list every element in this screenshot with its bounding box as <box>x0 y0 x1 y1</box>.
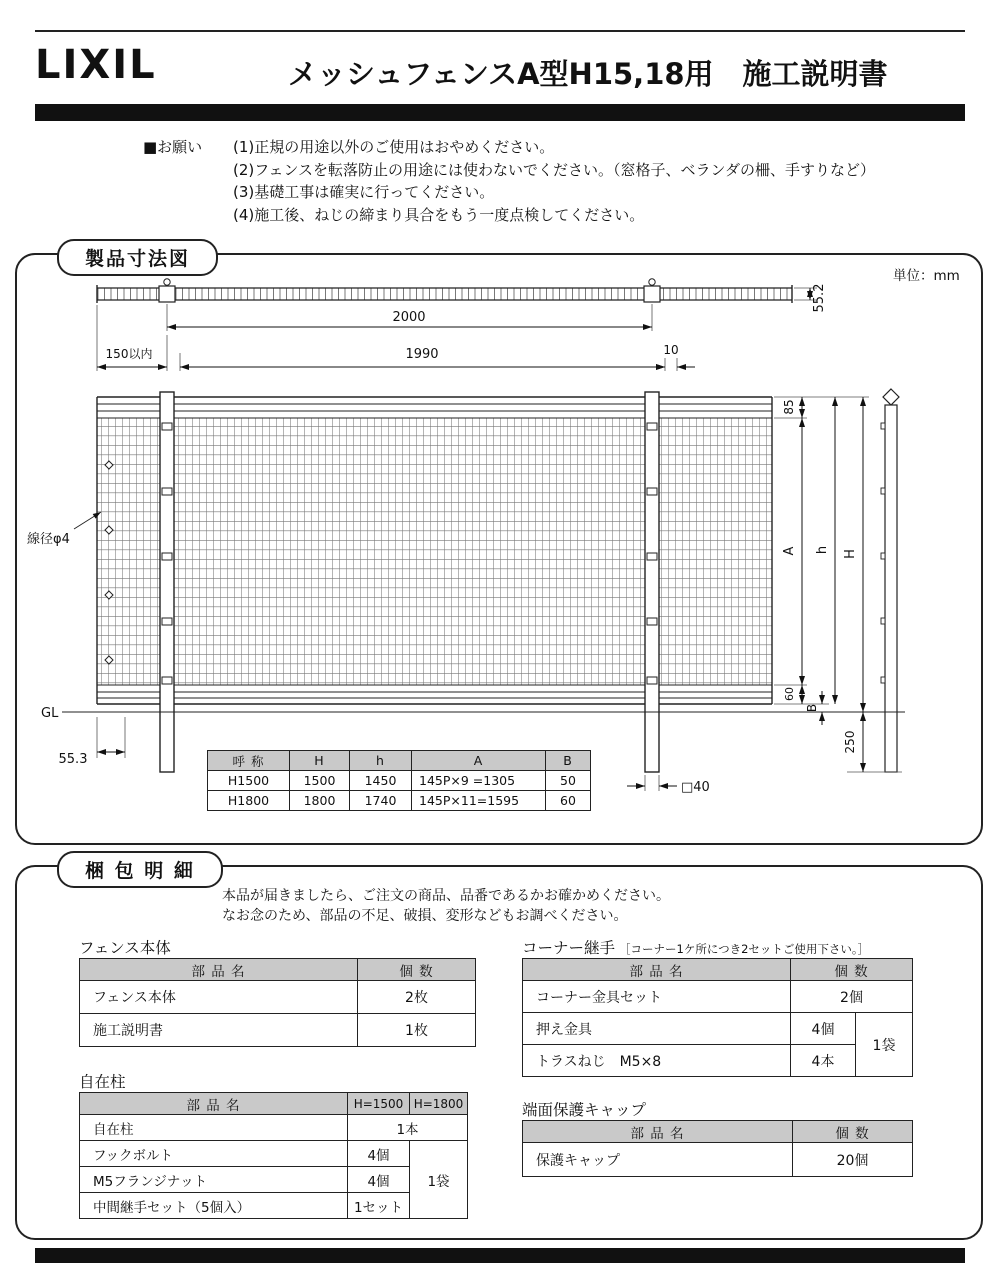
spec-row: H1500 1500 1450 145P×9 =1305 50 <box>208 771 591 791</box>
header-bar <box>35 104 965 121</box>
notice-list <box>233 136 875 226</box>
corner-table-title: コーナー継手 <box>522 939 616 957</box>
packing-intro-line: 本品が届きましたら、ご注文の商品、品番であるかお確かめください。 <box>222 888 670 904</box>
table-header-row: 部 品 名 H=1500 H=1800 <box>80 1093 468 1115</box>
dim-40 <box>627 775 677 791</box>
top-rule <box>35 30 965 32</box>
spec-table <box>207 750 591 811</box>
table-row: 保護キャップ 20個 <box>523 1143 913 1177</box>
table-row: 施工説明書 1枚 <box>80 1014 476 1047</box>
fence-table <box>79 958 476 1047</box>
fence-front-view <box>97 397 772 704</box>
post-table-title: 自在柱 <box>79 1073 126 1091</box>
dim-label-150: 150以内 <box>105 347 153 361</box>
fence-top-view <box>97 279 792 303</box>
table-row: トラスねじ M5×8 4本 <box>523 1045 913 1077</box>
spec-header: H <box>290 751 350 771</box>
table-row: コーナー金具セット 2個 <box>523 981 913 1013</box>
table-row: 中間継手セット（5個入） 1セット <box>80 1193 468 1219</box>
packing-intro <box>222 887 670 926</box>
table-header-row: 部 品 名 個 数 <box>80 959 476 981</box>
cap-table-title: 端面保護キャップ <box>522 1101 647 1119</box>
fence-table-title: フェンス本体 <box>79 939 171 957</box>
dim-label-B: B <box>805 703 819 713</box>
lixil-logo: LIXIL <box>35 42 157 88</box>
dim-label-250: 250 <box>843 730 857 754</box>
dim-label-A: A <box>782 546 797 556</box>
table-header-row: 部 品 名 個 数 <box>523 1121 913 1143</box>
table-row: 自在柱 1本 <box>80 1115 468 1141</box>
packing-list-section <box>15 860 983 1240</box>
post-table <box>79 1092 468 1219</box>
dim-label-85: 85 <box>782 399 796 415</box>
notice-item: (1)正規の用途以外のご使用はおやめください。 <box>233 138 555 156</box>
bag-cell: 1袋 <box>410 1141 468 1219</box>
doc-title: メッシュフェンスA型H15,18用 施工説明書 <box>288 57 888 91</box>
dim-label-60: 60 <box>783 687 796 701</box>
dim-label-2000: 2000 <box>392 310 426 325</box>
unit-label: 単位：mm <box>893 268 960 284</box>
dim-label-1990: 1990 <box>405 347 439 362</box>
corner-table-title-row <box>522 936 869 958</box>
dim-label-10: 10 <box>663 343 679 357</box>
corner-table <box>522 958 913 1077</box>
notice-item: (4)施工後、ねじの締まり具合をもう一度点検してください。 <box>233 205 645 224</box>
packing-intro-line: なお念のため、部品の不足、破損、変形などもお調べください。 <box>222 907 628 924</box>
footer-bar <box>35 1248 965 1263</box>
notice-item: (3)基礎工事は確実に行ってください。 <box>233 183 495 201</box>
bag-cell: 1袋 <box>856 1013 913 1077</box>
spec-header: 呼 称 <box>208 751 290 771</box>
table-header-row: 部 品 名 個 数 <box>523 959 913 981</box>
spec-header-row <box>208 751 591 771</box>
spec-header: h <box>350 751 412 771</box>
table-row: 押え金具 4個 1袋 <box>523 1013 913 1045</box>
notice-label: ■お願い <box>143 138 203 156</box>
spec-header: B <box>546 751 591 771</box>
gl-label: GL <box>41 706 59 721</box>
cap-table <box>522 1120 913 1177</box>
dim-label-H: H <box>843 549 858 559</box>
product-dimension-section <box>15 248 983 845</box>
post-side-view <box>881 389 899 772</box>
dim-label-h: h <box>815 545 830 555</box>
dim-label-40: □40 <box>681 780 710 795</box>
spec-header: A <box>412 751 546 771</box>
table-row: フェンス本体 2枚 <box>80 981 476 1014</box>
notice-item: (2)フェンスを転落防止の用途には使わないでください。（窓格子、ベランダの柵、手すりなど） <box>233 160 875 179</box>
right-extension-lines <box>774 397 902 772</box>
section-title-packing: 梱 包 明 細 <box>57 851 223 888</box>
table-row: M5フランジナット 4個 <box>80 1167 468 1193</box>
dim-label-55-3: 55.3 <box>58 752 88 767</box>
section-title-dimensions: 製品寸法図 <box>57 239 218 276</box>
wire-label: 線径φ4 <box>27 532 70 547</box>
corner-table-note: ［コーナー1ケ所につき2セットご使用下さい。］ <box>619 942 870 956</box>
dim-label-55-2: 55.2 <box>812 283 827 313</box>
dim-55-3 <box>97 717 125 758</box>
table-row: フックボルト 4個 1袋 <box>80 1141 468 1167</box>
spec-row: H1800 1800 1740 145P×11=1595 60 <box>208 791 591 811</box>
right-dim-lines <box>802 397 863 772</box>
